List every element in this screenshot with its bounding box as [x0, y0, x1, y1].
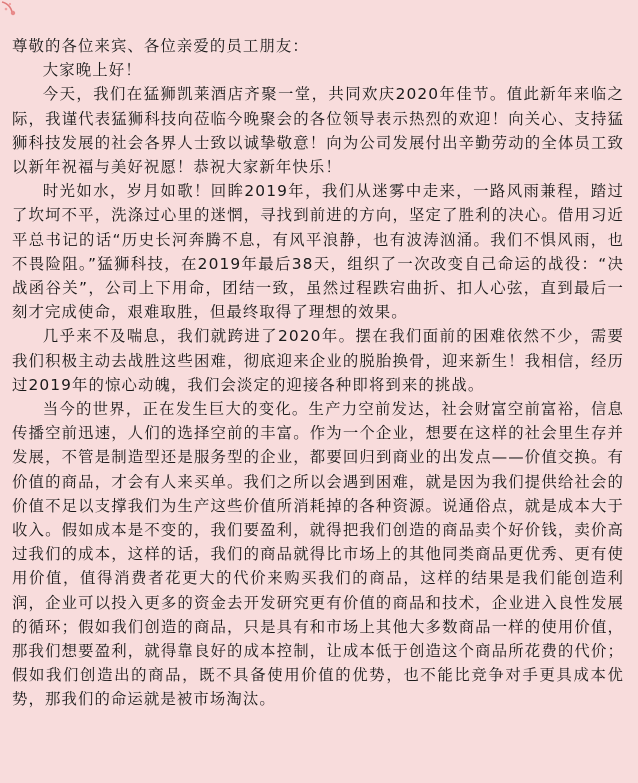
greeting: 大家晚上好！ — [42, 61, 142, 80]
corner-ornament-icon — [0, 0, 22, 22]
paragraph-value-exchange: 当今的世界，正在发生巨大的变化。生产力空前发达，社会财富空前富裕，信息传播空前迅速，人们的选择空前的丰富。作为一个企业，想要在这样的社会里生存并发展，不管是制造型还是服务型的企业，都要回归到商业的出发点——价值交换。有价值的商品，才会有人来买单。我们之所以会遇到困难，就是因为我们提供给社会的价值不足以支撑我们为生产这些价值所消耗掉的各种资源。说通俗点，就是成本大于收入。假如成本是不变的，我们要盈利，就得把我们创造的商品卖个好价钱，卖价高过我们的成本，这样的话，我们的商品就得比市场上的其他同类商品更优秀、更有使用价值，值得消费者花更大的代价来购买我们的商品，这样的结果是我们能创造利润，企业可以投入更多的资金去开发研究更有价值的商品和技术，企业进入良性发展的循环；假如我们创造的商品，只是具有和市场上其他大多数商品一样的使用价值，那我们想要盈利，就得靠良好的成本控制，让成本低于创造这个商品所花费的代价；假如我们创造出的商品，既不具备使用价值的优势，也不能比竞争对手更具成本优势，那我们的命运就是被市场淘汰。 — [12, 400, 624, 709]
speech-document — [12, 34, 624, 712]
salutation: 尊敬的各位来宾、各位亲爱的员工朋友： — [12, 37, 309, 55]
paragraph-review-2019: 时光如水，岁月如歌！回眸2019年，我们从迷雾中走来，一路风雨兼程，踏过了坎坷不平，洗涤过心里的迷惘，寻找到前进的方向，坚定了胜利的决心。借用习近平总书记的话“历史长河奔腾不息，有风平浪静，也有波涛汹涌。我们不惧风雨，也不畏险阻。”猛狮科技，在2019年最后38天，组织了一次改变自己命运的战役：“决战函谷关”，公司上下用命，团结一致，虽然过程跌宕曲折、扣人心弦，直到最后一刻才完成使命，艰难取胜，但最终取得了理想的效果。 — [12, 182, 624, 322]
paragraph-entering-2020: 几乎来不及喘息，我们就跨进了2020年。摆在我们面前的困难依然不少，需要我们积极主动去战胜这些困难，彻底迎来企业的脱胎换骨，迎来新生！我相信，经历过2019年的惊心动魄，我们会淡定的迎接各种即将到来的挑战。 — [12, 327, 624, 394]
paragraph-opening: 今天，我们在猛狮凯莱酒店齐聚一堂，共同欢庆2020年佳节。值此新年来临之际，我谨代表猛狮科技向莅临今晚聚会的各位领导表示热烈的欢迎！向关心、支持猛狮科技发展的社会各界人士致以诚挚敬意！向为公司发展付出辛勤劳动的全体员工致以新年祝福与美好祝愿！恭祝大家新年快乐！ — [12, 85, 624, 177]
